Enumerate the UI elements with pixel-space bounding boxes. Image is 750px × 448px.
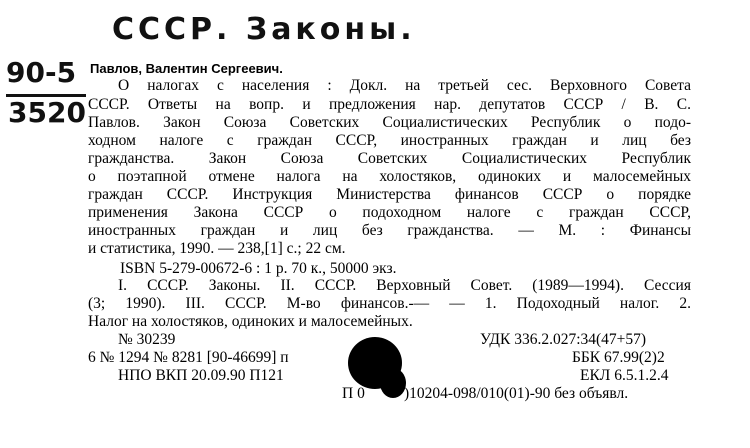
body-line: иностранных граждан и лиц без гражданства. — М. : Финансы [88,222,691,239]
body-line: граждан СССР. Инструкция Министерства финансов СССР о порядке [88,186,691,203]
record-number: № 30239 [118,331,176,348]
body-line: о поэтапной отмене налога на холостяков, одиноких и малосемейных [88,168,691,185]
isbn-line: ISBN 5-279-00672-6 : 1 р. 70 к., 50000 экз. [120,260,397,277]
body-line: О налогах с населения : Докл. на третьей сес. Верховного Совета [118,77,691,94]
body-line: ходном налоге с граждан СССР, иностранных граждан и лиц без [88,132,691,149]
ink-blot-drip [380,368,406,398]
order-line: 6 № 1294 № 8281 [90-46699] п [88,349,289,366]
tracing-line: Налог на холостяков, одиноких и малосемейных. [88,313,413,330]
index-left: П 0 [342,385,365,402]
ekl-index: ЕКЛ 6.5.1.2.4 [580,367,669,384]
tracing-line: I. СССР. Законы. II. СССР. Верховный Совет. (1989—1994). Сессия [118,277,691,294]
printer-line: НПО ВКП 20.09.90 П121 [118,367,284,384]
body-line: гражданства. Закон Союза Советских Социалистических Республик [88,150,691,167]
udc-index: УДК 336.2.027:34(47+57) [480,331,647,348]
body-line: применения Закона СССР о подоходном налоге с граждан СССР, [88,204,691,221]
tracing-line: (3; 1990). III. СССР. М-во финансов.-— — 1. Подоходный налог. 2. [88,295,691,312]
call-number-bottom: 3520 [8,96,86,129]
author-heading: Павлов, Валентин Сергеевич. [90,61,283,76]
handwritten-header: СССР. Законы. [112,12,416,47]
call-number-top: 90-5 [6,56,77,89]
bbk-index: ББК 67.99(2)2 [572,349,665,366]
body-line: Павлов. Закон Союза Советских Социалистических Республик о подо- [88,114,691,131]
body-line: и статистика, 1990. — 238,[1] с.; 22 см. [88,240,346,257]
index-right: )10204-098/010(01)-90 без объявл. [404,385,629,402]
body-line: СССР. Ответы на вопр. и предложения нар. депутатов СССР / В. С. [88,96,691,113]
